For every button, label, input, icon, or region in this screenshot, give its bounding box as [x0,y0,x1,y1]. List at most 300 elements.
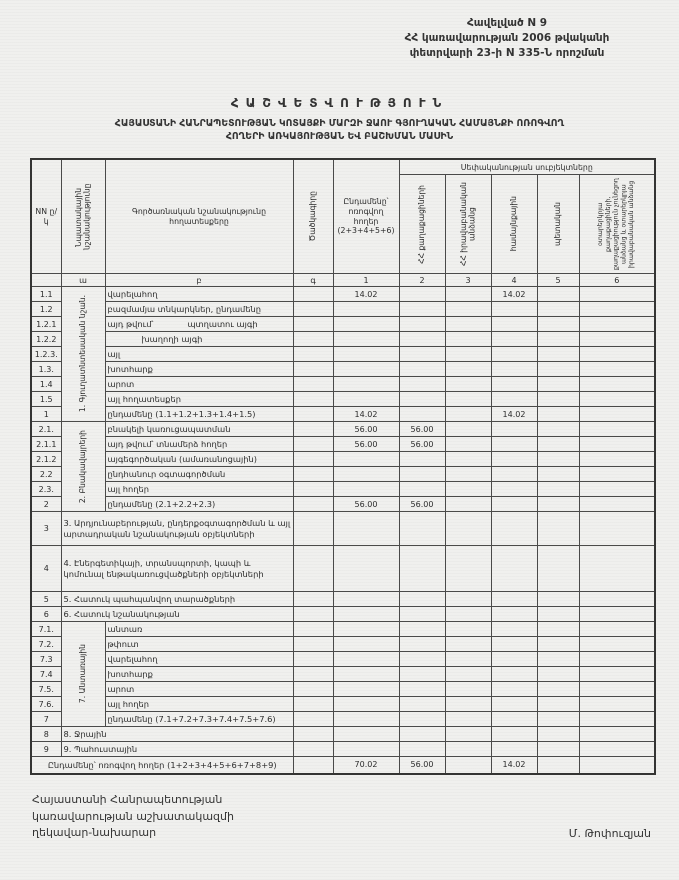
signatory-line: Հայաստանի Հանրապետության [32,793,223,806]
row-label-cell: ընդամենը (1.1+1.2+1.3+1.4+1.5) [105,407,293,422]
value-cell [445,512,491,546]
value-cell [491,592,537,607]
value-cell [333,652,399,667]
value-cell [579,757,655,774]
value-cell [579,452,655,467]
row-number-cell: 1.4 [31,377,61,392]
value-cell [537,667,579,682]
value-cell [579,482,655,497]
value-cell [537,392,579,407]
code-cell [293,667,333,682]
value-cell [491,422,537,437]
value-cell [537,682,579,697]
row-number-cell: 9 [31,742,61,757]
value-cell [579,332,655,347]
value-cell [491,742,537,757]
row-label-cell: ընդամենը (7.1+7.2+7.3+7.4+7.5+7.6) [105,712,293,727]
value-cell [537,697,579,712]
value-cell [491,637,537,652]
row-label-cell: 4. Էներգետիկայի, տրանսպորտի, կապի և կոմունալ ենթակառուցվածքների օբյեկտների [61,546,293,592]
value-cell [399,467,445,482]
code-cell [293,347,333,362]
value-cell [579,667,655,682]
value-cell [445,362,491,377]
row-number-cell: 5 [31,592,61,607]
col-index: 1 [333,274,399,287]
value-cell [579,607,655,622]
row-label-cell: բնակելի կառուցապատման [105,422,293,437]
header-legal-entities: ՀՀ իրավաբանական անձանց [445,175,491,274]
value-cell [445,437,491,452]
row-label-cell: վարելահող [105,287,293,302]
value-cell [537,712,579,727]
value-cell [537,622,579,637]
row-number-cell: 7.5. [31,682,61,697]
row-label-cell: արոտ [105,682,293,697]
value-cell [399,742,445,757]
signature-block [32,792,651,842]
value-cell [537,757,579,774]
value-cell [491,482,537,497]
table-row [31,437,655,452]
code-cell [293,467,333,482]
value-cell: 14.02 [333,287,399,302]
group-label: 2. Բնակավայրերի [77,429,87,504]
appendix-reference [357,16,657,62]
row-label-cell: 3. Արդյունաբերության, ընդերքօգտագործման և այլ արտադրական նշանակության օբյեկտների [61,512,293,546]
value-cell: 56.00 [399,497,445,512]
value-cell [445,467,491,482]
table-row [31,407,655,422]
value-cell [399,317,445,332]
value-cell [579,697,655,712]
table-row [31,377,655,392]
value-cell [579,682,655,697]
value-cell [333,377,399,392]
table-row [31,422,655,437]
table-row [31,512,655,546]
value-cell: 14.02 [333,407,399,422]
code-cell [293,437,333,452]
value-cell [445,377,491,392]
value-cell [537,607,579,622]
table-row [31,332,655,347]
value-cell [491,437,537,452]
value-cell [445,652,491,667]
header-total-irrigated: Ընդամենը՝ ոռոգվող հողեր (2+3+4+5+6) [333,159,399,274]
row-number-cell: 1.1 [31,287,61,302]
header-citizens: ՀՀ քաղաքացիների [399,175,445,274]
value-cell [445,392,491,407]
table-row [31,637,655,652]
value-cell [333,727,399,742]
signatory-line: կառավարության աշխատակազմի [32,809,234,823]
row-number-cell: 8 [31,727,61,742]
col-index: գ [293,274,333,287]
col-index: բ [105,274,293,287]
value-cell [537,727,579,742]
page-subtitle-line1: ՀԱՅԱՍՏԱՆԻ ՀԱՆՐԱՊԵՏՈՒԹՅԱՆ ԿՈՏԱՅՔԻ ՄԱՐԶԻ ՋԱՈՒ ԳՅՈՒՂԱԿԱՆ ՀԱՄԱՅՆՔԻ ՈՌՈԳՎՈՂ [114,118,565,129]
value-cell [537,302,579,317]
header-purpose: Նպատակային նշանակությունը [61,159,105,274]
row-number-cell: 4 [31,546,61,592]
value-cell [333,546,399,592]
code-cell [293,287,333,302]
value-cell [399,697,445,712]
report-table [30,158,656,775]
title-block [0,96,679,143]
value-cell [399,682,445,697]
value-cell [333,682,399,697]
table-row [31,392,655,407]
value-cell [579,392,655,407]
row-label-cell: այլ հողեր [105,697,293,712]
row-label-cell: անտառ [105,622,293,637]
value-cell [399,362,445,377]
table-row [31,622,655,637]
row-label-cell: այլ [105,347,293,362]
appendix-line: Հավելված N 9 [466,17,548,29]
group-label-cell [61,622,105,727]
value-cell [333,697,399,712]
row-number-cell: 2 [31,497,61,512]
header-community: համայնքային [491,175,537,274]
value-cell [333,482,399,497]
header-functional: Գործառնական նշանակությունը հողատեսքերը [105,159,293,274]
header-row-main [31,159,655,175]
value-cell [579,302,655,317]
value-cell [537,497,579,512]
code-cell [293,727,333,742]
value-cell [537,652,579,667]
value-cell [537,332,579,347]
row-label-cell: խոտհարք [105,362,293,377]
table-row [31,362,655,377]
table-row [31,712,655,727]
code-cell [293,742,333,757]
row-label-cell: խաղողի այգի [105,332,293,347]
value-cell [333,712,399,727]
table-row [31,497,655,512]
value-cell [537,742,579,757]
row-label-cell: 5. Հատուկ պահպանվող տարածքների [61,592,293,607]
value-cell [445,607,491,622]
value-cell [579,622,655,637]
value-cell [537,407,579,422]
value-cell [333,742,399,757]
value-cell [399,512,445,546]
value-cell [399,392,445,407]
value-cell [537,637,579,652]
value-cell: 56.00 [333,437,399,452]
value-cell [491,697,537,712]
value-cell [491,652,537,667]
value-cell [537,422,579,437]
table-row [31,482,655,497]
code-cell [293,497,333,512]
value-cell [445,727,491,742]
row-label-cell: այգեգործական (ամառանոցային) [105,452,293,467]
value-cell [333,347,399,362]
code-cell [293,392,333,407]
table-row [31,287,655,302]
page-title: ՀԱՇՎԵՏՎՈՒԹՅՈՒՆ [230,96,449,110]
code-cell [293,482,333,497]
value-cell [579,712,655,727]
row-label-cell: 8. Ջրային [61,727,293,742]
value-cell [333,607,399,622]
code-cell [293,362,333,377]
row-number-cell: 1.2.3. [31,347,61,362]
code-cell [293,512,333,546]
value-cell [399,727,445,742]
value-cell [579,437,655,452]
value-cell [333,592,399,607]
value-cell [445,742,491,757]
value-cell [579,422,655,437]
row-number-cell: 1.2.2 [31,332,61,347]
value-cell [333,302,399,317]
value-cell [399,607,445,622]
value-cell [445,757,491,774]
value-cell [491,452,537,467]
value-cell [399,287,445,302]
code-cell [293,637,333,652]
row-label-cell: ընդամենը (2.1+2.2+2.3) [105,497,293,512]
row-number-cell: 1.2.1 [31,317,61,332]
header-state: պետական [537,175,579,274]
value-cell [333,317,399,332]
row-number-cell: 2.3. [31,482,61,497]
value-cell: 56.00 [399,437,445,452]
row-label-cell: թփուտ [105,637,293,652]
value-cell: 56.00 [333,422,399,437]
row-label-cell: արոտ [105,377,293,392]
value-cell [445,332,491,347]
code-cell [293,407,333,422]
value-cell [579,637,655,652]
value-cell [579,546,655,592]
value-cell: 14.02 [491,287,537,302]
value-cell [399,622,445,637]
code-cell [293,622,333,637]
page-subtitle-line2: ՀՈՂԵՐԻ ԱՌԿԱՅՈՒԹՅԱՆ ԵՎ ԲԱՇԽՄԱՆ ՄԱՍԻՆ [225,130,454,142]
value-cell [445,622,491,637]
value-cell [579,467,655,482]
value-cell [491,317,537,332]
value-cell [537,467,579,482]
row-number-cell: 1 [31,407,61,422]
value-cell [491,622,537,637]
group-label: 1. Գյուղատնտեսական նշան. [77,295,87,413]
value-cell [445,422,491,437]
value-cell [399,377,445,392]
row-number-cell: 7 [31,712,61,727]
code-cell [293,546,333,592]
value-cell: 56.00 [399,757,445,774]
code-cell [293,712,333,727]
value-cell [579,592,655,607]
code-cell [293,302,333,317]
value-cell: 70.02 [333,757,399,774]
value-cell [491,332,537,347]
signatory-line: ղեկավար-նախարար [32,826,157,839]
value-cell [537,546,579,592]
value-cell [445,546,491,592]
group-label-cell [61,422,105,512]
table-row [31,652,655,667]
code-cell [293,317,333,332]
value-cell [491,546,537,592]
value-cell [491,347,537,362]
row-label-cell: բազմամյա տնկարկներ, ընդամենը [105,302,293,317]
value-cell: 56.00 [333,497,399,512]
value-cell [491,607,537,622]
table-row [31,452,655,467]
code-cell [293,452,333,467]
row-label-cell: այդ թվում՝ պտղատու այգի [105,317,293,332]
value-cell [537,317,579,332]
row-number-cell: 1.2 [31,302,61,317]
value-cell [491,497,537,512]
row-number-cell: 7.4 [31,667,61,682]
row-number-cell: 2.1. [31,422,61,437]
row-number-cell: 7.3 [31,652,61,667]
value-cell [445,407,491,422]
value-cell [579,497,655,512]
col-index: 6 [579,274,655,287]
value-cell [537,362,579,377]
value-cell [399,667,445,682]
row-label-cell: ընդհանուր օգտագործման [105,467,293,482]
value-cell [445,497,491,512]
code-cell [293,652,333,667]
row-label-cell: խոտհարք [105,667,293,682]
row-number-cell: 2.1.2 [31,452,61,467]
value-cell [537,287,579,302]
table-row [31,697,655,712]
value-cell [399,637,445,652]
value-cell [333,362,399,377]
table-row [31,742,655,757]
header-foreign: օտարերկրյա քաղաքացիների, քաղաքացիություն չունեցող անձանց և օտարերկրյա իրավաբանական անձանց [579,175,655,274]
total-row [31,757,655,774]
value-cell [537,482,579,497]
code-cell [293,422,333,437]
col-index: 5 [537,274,579,287]
row-label-cell: այլ հողեր [105,482,293,497]
value-cell: 56.00 [399,422,445,437]
col-index: 3 [445,274,491,287]
appendix-line: ՀՀ կառավարության 2006 թվականի [404,32,610,45]
row-number-cell: 3 [31,512,61,546]
value-cell [399,332,445,347]
row-number-cell: 7.6. [31,697,61,712]
value-cell [399,302,445,317]
value-cell [579,377,655,392]
code-cell [293,757,333,774]
appendix-line: փետրվարի 23-ի N 335-Ն որոշման [409,47,605,60]
value-cell [445,667,491,682]
value-cell [445,482,491,497]
value-cell [579,407,655,422]
total-label-cell: Ընդամենը՝ ոռոգվող հողեր (1+2+3+4+5+6+7+8+9) [31,757,293,774]
header-ownership-subjects: Սեփականության սուբյեկտները [399,159,655,175]
value-cell [333,332,399,347]
table-row [31,727,655,742]
value-cell [445,697,491,712]
value-cell [579,727,655,742]
value-cell [445,347,491,362]
value-cell [579,362,655,377]
table-row [31,317,655,332]
signatory-title [32,792,234,842]
header-nn: NN ը/կ [31,159,61,274]
table-row [31,467,655,482]
value-cell [399,452,445,467]
table-row [31,682,655,697]
value-cell [491,667,537,682]
value-cell [399,592,445,607]
value-cell [579,287,655,302]
value-cell: 14.02 [491,407,537,422]
code-cell [293,682,333,697]
row-label-cell: 9. Պահուստային [61,742,293,757]
value-cell [537,512,579,546]
value-cell [399,347,445,362]
row-number-cell: 1.3. [31,362,61,377]
value-cell [333,512,399,546]
col-index: ա [61,274,105,287]
value-cell [445,637,491,652]
value-cell [445,317,491,332]
value-cell [399,712,445,727]
value-cell [399,546,445,592]
table-row [31,667,655,682]
header-code: Ծածկագիրը [293,159,333,274]
row-number-cell: 7.2. [31,637,61,652]
code-cell [293,377,333,392]
row-label-cell: վարելահող [105,652,293,667]
code-cell [293,592,333,607]
row-number-cell: 7.1. [31,622,61,637]
table-row [31,607,655,622]
value-cell [579,317,655,332]
value-cell [537,437,579,452]
value-cell: 14.02 [491,757,537,774]
value-cell [333,452,399,467]
row-number-cell: 6 [31,607,61,622]
value-cell [537,347,579,362]
value-cell [491,377,537,392]
row-number-cell: 1.5 [31,392,61,407]
value-cell [491,302,537,317]
code-cell [293,607,333,622]
value-cell [579,347,655,362]
value-cell [491,727,537,742]
value-cell [333,637,399,652]
col-index: 4 [491,274,537,287]
value-cell [491,467,537,482]
value-cell [445,682,491,697]
value-cell [445,302,491,317]
table-row [31,592,655,607]
table-row [31,302,655,317]
col-index: 2 [399,274,445,287]
value-cell [333,467,399,482]
column-index-row [31,274,655,287]
value-cell [445,452,491,467]
